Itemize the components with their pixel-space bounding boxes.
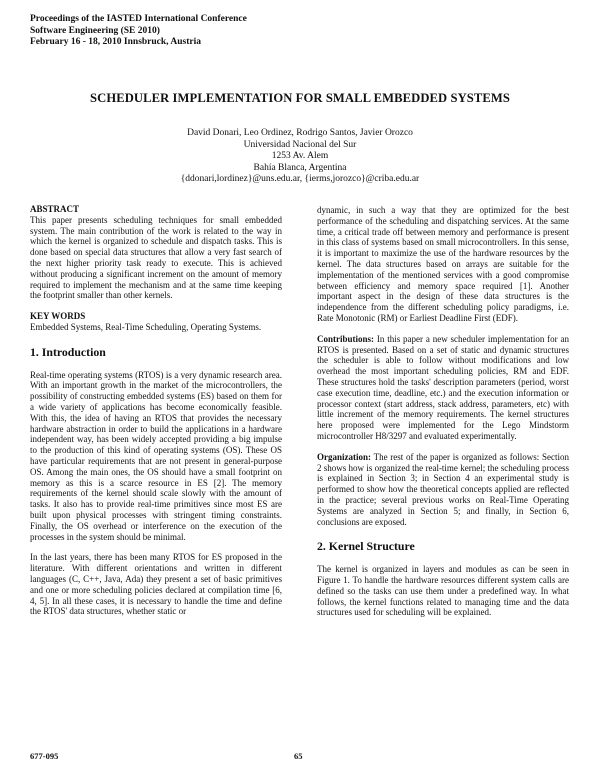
conference-name: Proceedings of the IASTED International Conference [30,14,247,24]
kernel-paragraph: The kernel is organized in layers and modules as can be seen in Figure 1. To handle the hardware resources different system calls are defined so the tasks can use them under a predefined way. In what follows, the kernel functions related to managing time and the data structures used for scheduling will be explained. [317,564,569,618]
author-address: 1253 Av. Alem [271,151,329,162]
author-block [0,128,600,186]
intro-heading: 1. Introduction [30,344,106,359]
intro-paragraph-1: Real-time operating systems (RTOS) is a very dynamic research area. With an important growth in the market of the microcontrollers, the possibility of constructing embedded systems (ES) based on them for a wide variety of applications has become economically feasible. With this, the idea of having an RTOS that provides the necessary hardware abstraction in order to build the applications in a hardware independent way, has been widely accepted providing a big impulse to the production of this kind of operating systems (OS). These OS have particular requirements that are not present in general-purpose OS. Among the main ones, the OS should have a small footprint on memory as this is a scarce resource in ES [2]. The memory requirements of the kernel should scale slowly with the amount of tasks. It also has to provide real-time primitives since most ES are built upon physical processes with stringent timing constraints. Finally, the OS overhead or interference on the execution of the processes in the system should be minimal. [30,369,282,542]
keywords-heading: KEY WORDS [30,311,86,322]
conference-header [30,14,247,49]
conference-track: Software Engineering (SE 2010) [30,25,160,36]
keywords-text: Embedded Systems, Real-Time Scheduling, Operating Systems. [30,321,262,332]
author-affiliation: Universidad Nacional del Sur [243,139,357,150]
organization-label: Organization: [317,451,371,462]
intro-paragraph-3: dynamic, in such a way that they are optimized for the best performance of the scheduling and dispatching services. At the same time, a critical trade off between memory and performance is present in this class of systems based on small microcontrollers. In this sense, it is important to maximize the use of the hardware resources by the kernel. The data structures based on arrays are suitable for the implementation of the mentioned services with a good compromise between efficiency and memory space required [1]. Another important aspect in the design of these data structures is the independence from the different scheduling policy paradigms, i.e. Rate Monotonic (RM) or Earliest Deadline First (EDF). [317,205,569,323]
organization-text: The rest of the paper is organized as follows: Section 2 shows how is organized the real-time kernel; the scheduling process is explained in Section 3; in Section 4 an experimental study is performed to show how the theoretical concepts applied are reflected in the practice; several previous works on Real-Time Operating Systems are analyzed in Section 5; and finally, in Section 6, conclusions are exposed. [317,451,569,527]
author-emails: {ddonari,lordinez}@uns.edu.ar, {ierms,jorozco}@criba.edu.ar [180,174,420,185]
paper-title: SCHEDULER IMPLEMENTATION FOR SMALL EMBEDDED SYSTEMS [90,91,510,105]
organization-paragraph [317,452,569,528]
author-names: David Donari, Leo Ordinez, Rodrigo Santos, Javier Orozco [187,128,413,138]
contributions-label: Contributions: [317,333,375,344]
right-column [317,205,569,618]
abstract-heading: ABSTRACT [30,204,80,214]
contributions-paragraph [317,334,569,442]
contributions-text: In this paper a new scheduler implementation for an RTOS is presented. Based on a set of static and dynamic structures the scheduler is able to follow without modifications and low overhead the most important scheduling policies, RM and EDF. These structures hold the tasks' description parameters (period, worst case execution time, deadline, etc.) and the execution information or processor context (start address, stack address, parameters, etc) with little increment of the memory requirements. The kernel structures here proposed were implemented for the Lego Mindstorm microcontroller H8/3297 and evaluated experimentally. [317,333,570,441]
author-city: Bahía Blanca, Argentina [253,162,347,173]
kernel-heading: 2. Kernel Structure [317,539,415,554]
conference-date-location: February 16 - 18, 2010 Innsbruck, Austria [30,37,202,47]
page-number: 65 [294,751,303,761]
paper-code: 677-095 [30,751,59,761]
abstract-text: This paper presents scheduling techniques for small embedded system. The main contribution of the work is related to the way in which the kernel is organized to schedule and dispatch tasks. This is done based on special data structures that allow a very fast search of the next higher priority task ready to execute. This is achieved without producing a significant increment on the amount of memory required to implement the mechanism and at the same time keeping the footprint smaller than other kernels. [30,214,282,301]
intro-paragraph-2: In the last years, there has been many RTOS for ES proposed in the literature. With different orientations and written in different languages (C, C++, Java, Ada) they present a set of basic primitives and one or more scheduling policies declared at compilation time [6, 4, 5]. In all these cases, it is necessary to handle the time and define the RTOS' data structures, whether static or [30,552,282,617]
left-column [30,204,282,617]
